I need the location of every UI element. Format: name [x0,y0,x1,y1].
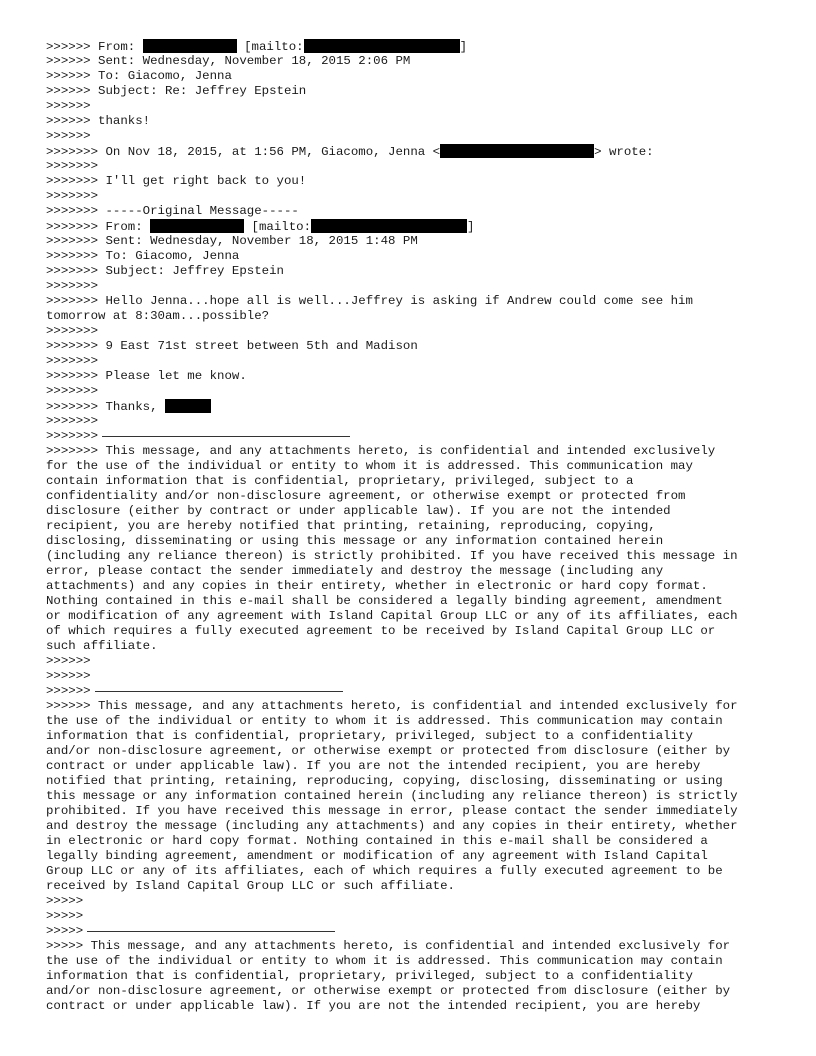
sent-line: >>>>>> Sent: Wednesday, November 18, 2015 2:06 PM [46,54,411,68]
quote-blank: >>>>>>> [46,279,99,293]
disclaimer-line: of which requires a fully executed agreement to be received by Island Capital Group LLC or [46,624,716,638]
reply-header-line [46,144,782,159]
disclaimer-line: for the use of the individual or entity to whom it is addressed. This communication may [46,459,693,473]
signoff-line [46,399,782,414]
to-line: >>>>>>> To: Giacomo, Jenna [46,249,240,263]
redacted-email [304,39,460,53]
disclaimer-line: contract or under applicable law). If you are not the intended recipient, you are hereby [46,999,701,1013]
redacted-email [440,144,594,158]
separator-line [46,924,782,939]
disclaimer-line: disclosing, disseminating or using this message or any information contained herein [46,534,664,548]
quote-blank: >>>>>> [46,654,91,668]
quote-blank: >>>>>> [46,669,91,683]
quote-blank: >>>>>> [46,129,91,143]
quote-blank: >>>>>>> [46,189,99,203]
thanks-text: >>>>>>> Thanks, [46,400,165,414]
redacted-email [311,219,467,233]
sent-line: >>>>>>> Sent: Wednesday, November 18, 2015 1:48 PM [46,234,418,248]
disclaimer-line: >>>>>> This message, and any attachments hereto, is confidential and intended exclusively for [46,699,738,713]
from-prefix: >>>>>> From: [46,40,143,54]
disclaimer-line: legally binding agreement, amendment or modification of any agreement with Island Capital [46,849,708,863]
mailto-open: [mailto: [244,220,312,234]
disclaimer-line: disclosure (either by contract or under applicable law). If you are not the intended [46,504,671,518]
reply-body-line: >>>>>>> I'll get right back to you! [46,174,307,188]
disclaimer-line: and/or non-disclosure agreement, or otherwise exempt or protected from disclosure (either by [46,744,731,758]
disclaimer-line: contain information that is confidential, proprietary, privileged, subject to a [46,474,634,488]
redacted-name [150,219,244,233]
disclaimer-line: Nothing contained in this e-mail shall be considered a legally binding agreement, amendment [46,594,723,608]
redacted-name [165,399,211,413]
disclaimer-line: prohibited. If you have received this message in error, please contact the sender immediately [46,804,738,818]
disclaimer-line: notified that printing, retaining, reproducing, copying, disclosing, disseminating or using [46,774,723,788]
disclaimer-line: error, please contact the sender immediately and destroy the message (including any [46,564,664,578]
disclaimer-line: (including any reliance thereon) is strictly prohibited. If you have received this message in [46,549,738,563]
body-line: >>>>>>> Hello Jenna...hope all is well...Jeffrey is asking if Andrew could come see him [46,294,693,308]
body-line: tomorrow at 8:30am...possible? [46,309,270,323]
quote-blank: >>>>>>> [46,159,99,173]
disclaimer-1 [46,444,782,654]
mailto-close: ] [467,220,475,234]
disclaimer-line: such affiliate. [46,639,158,653]
to-line: >>>>>> To: Giacomo, Jenna [46,69,232,83]
disclaimer-line: attachments) and any copies in their entirety, whether in electronic or hard copy format. [46,579,708,593]
quote-blank: >>>>>>> [46,414,99,428]
separator-rule [95,691,343,692]
redacted-name [143,39,237,53]
separator-rule [102,436,350,437]
disclaimer-line: contract or under applicable law). If you are not the intended recipient, you are hereby [46,759,701,773]
from-line [46,219,782,234]
original-message-marker: >>>>>>> -----Original Message----- [46,204,299,218]
quote-blank: >>>>>>> [46,384,99,398]
quote-blank: >>>>> [46,909,84,923]
quote-blank: >>>>>> [46,99,91,113]
disclaimer-line: Group LLC or any of its affiliates, each of which requires a fully executed agreement to be [46,864,723,878]
disclaimer-line: this message or any information contained herein (including any reliance thereon) is strictly [46,789,738,803]
subject-line: >>>>>>> Subject: Jeffrey Epstein [46,264,284,278]
disclaimer-line: and/or non-disclosure agreement, or otherwise exempt or protected from disclosure (either by [46,984,731,998]
reply-prefix: >>>>>>> On Nov 18, 2015, at 1:56 PM, Giacomo, Jenna < [46,145,441,159]
from-prefix: >>>>>>> From: [46,220,151,234]
disclaimer-line: the use of the individual or entity to whom it is addressed. This communication may contain [46,714,723,728]
mailto-close: ] [459,40,468,54]
disclaimer-line: recipient, you are hereby notified that printing, retaining, reproducing, copying, [46,519,656,533]
disclaimer-line: and destroy the message (including any attachments) and any copies in their entirety, whether [46,819,738,833]
subject-line: >>>>>> Subject: Re: Jeffrey Epstein [46,84,307,98]
separator-rule [87,931,335,932]
separator-line [46,429,782,444]
disclaimer-line: received by Island Capital Group LLC or such affiliate. [46,879,455,893]
body-line: >>>>>> thanks! [46,114,151,128]
quote-blank: >>>>>>> [46,354,99,368]
disclaimer-line: information that is confidential, proprietary, privileged, subject to a confidentiality [46,729,693,743]
rule-prefix: >>>>>>> [46,429,99,443]
quote-blank: >>>>>>> [46,324,99,338]
quote-blank: >>>>> [46,894,84,908]
body-line: >>>>>>> Please let me know. [46,369,247,383]
disclaimer-line: or modification of any agreement with Island Capital Group LLC or any of its affiliates, each [46,609,738,623]
disclaimer-2 [46,699,782,894]
mailto-open: [mailto: [236,40,304,54]
disclaimer-line: the use of the individual or entity to whom it is addressed. This communication may contain [46,954,723,968]
address-line: >>>>>>> 9 East 71st street between 5th and Madison [46,339,418,353]
email-document [46,39,782,1014]
from-line [46,39,782,54]
rule-prefix: >>>>>> [46,684,91,698]
disclaimer-line: in electronic or hard copy format. Nothing contained in this e-mail shall be considered a [46,834,708,848]
disclaimer-line: information that is confidential, proprietary, privileged, subject to a confidentiality [46,969,693,983]
disclaimer-line: >>>>> This message, and any attachments hereto, is confidential and intended exclusively for [46,939,731,953]
reply-suffix: > wrote: [594,145,654,159]
disclaimer-3 [46,939,782,1014]
disclaimer-line: confidentiality and/or non-disclosure agreement, or otherwise exempt or protected from [46,489,686,503]
rule-prefix: >>>>> [46,924,84,938]
separator-line [46,684,782,699]
disclaimer-line: >>>>>>> This message, and any attachments hereto, is confidential and intended exclusively [46,444,716,458]
